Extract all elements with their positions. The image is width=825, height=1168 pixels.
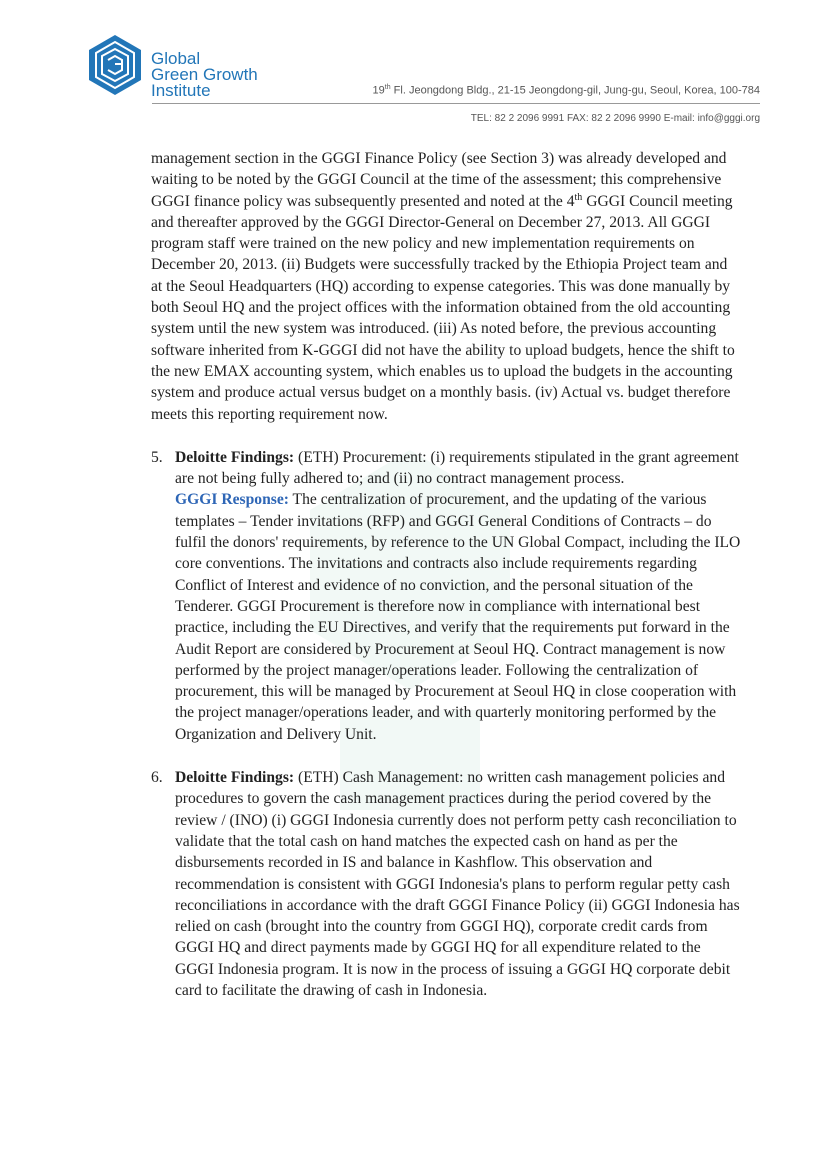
contact-info: TEL: 82 2 2096 9991 FAX: 82 2 2096 9990 E-mail: info@gggi.org: [470, 113, 760, 124]
continuation-text-a: management section in the GGGI Finance Policy (see Section 3) was already developed and waiting to be noted by the GGGI Council at the time of the assessment; this comprehensive GGGI finance policy was subsequently presented and noted at the 4: [151, 150, 727, 210]
address-rest: Fl. Jeongdong Bldg., 21-15 Jeongdong-gil, Jung-gu, Seoul, Korea, 100-784: [390, 84, 760, 97]
continuation-sup: th: [574, 191, 583, 203]
item-number: 6.: [151, 769, 163, 787]
response-text: The centralization of procurement, and the updating of the various templates – Tender invitations (RFP) and GGGI General Conditions of Contracts – do fulfil the donors' requirements, by reference to the UN Global Compact, including the ILO core conventions. The invitations and contracts also include requirements regarding Conflict of Interest and evidence of no conviction, and the personal situation of the Tenderer. GGGI Procurement is therefore now in compliance with international best practice, including the EU Directives, and verify that the requirements put forward in the Audit Report are considered by Procurement at Seoul HQ. Contract management is now performed by the project manager/operations leader. Following the centralization of procurement, this will be managed by Procurement at Seoul HQ in close cooperation with the project manager/operations leader, and with quarterly monitoring performed by the Organization and Delivery Unit.: [175, 491, 741, 743]
address-floor: 19: [372, 84, 385, 97]
continuation-text-b: GGGI Council meeting and thereafter approved by the GGGI Director-General on December 27, 2013. All GGGI program staff were trained on the new policy and new implementation requirements on December 20, 2013. (ii) Budgets were successfully tracked by the Ethiopia Project team and at the Seoul Headquarters (HQ) according to expense categories. This was done manually by both Seoul HQ and the project offices with the information obtained from the old accounting system until the new system was introduced. (iii) As noted before, the previous accounting software inherited from K-GGGI did not have the ability to upload budgets, hence the shift to the new EMAX accounting system, which enables us to upload the budgets in the accounting system and produce actual versus budget on a monthly basis. (iv) Actual vs. budget therefore meets this reporting requirement now.: [151, 192, 735, 423]
finding-paragraph: [175, 447, 741, 490]
header-divider: [152, 103, 760, 104]
list-item: [151, 447, 741, 745]
logo-line-2: Green Growth: [151, 65, 258, 84]
logo-line-3: Institute: [151, 81, 211, 100]
response-paragraph: [175, 489, 741, 745]
continuation-paragraph: [151, 148, 741, 425]
gggi-logo-icon: [86, 34, 144, 96]
address: [373, 84, 760, 97]
finding-paragraph: [175, 767, 741, 1001]
address-floor-suffix: th: [384, 84, 391, 91]
list-item: [151, 767, 741, 1001]
organization-name: [151, 51, 258, 99]
document-body: [151, 148, 741, 1001]
finding-text: (ETH) Cash Management: no written cash management policies and procedures to govern the cash management practices during the period covered by the review / (INO) (i) GGGI Indonesia currently does not perform petty cash reconciliation to validate that the total cash on hand matches the expected cash on hand as per the disbursements recorded in IS and balance in Kashflow. This observation and recommendation is consistent with GGGI Indonesia's plans to perform regular petty cash reconciliations in accordance with the draft GGGI Finance Policy (ii) GGGI Indonesia has relied on cash (brought into the country from GGGI HQ), corporate credit cards from GGGI HQ and direct payments made by GGGI HQ for all expenditure related to the GGGI Indonesia program. It is now in the process of issuing a GGGI HQ corporate debit card to facilitate the drawing of cash in Indonesia.: [175, 769, 740, 999]
logo-line-1: Global: [151, 49, 201, 68]
finding-label: Deloitte Findings:: [175, 448, 295, 466]
finding-label: Deloitte Findings:: [175, 769, 295, 787]
item-number: 5.: [151, 448, 163, 466]
response-label: GGGI Response:: [175, 491, 289, 509]
finding-text: (ETH) Procurement: (i) requirements stipulated in the grant agreement are not being fully adhered to; and (ii) no contract management process.: [175, 448, 739, 488]
